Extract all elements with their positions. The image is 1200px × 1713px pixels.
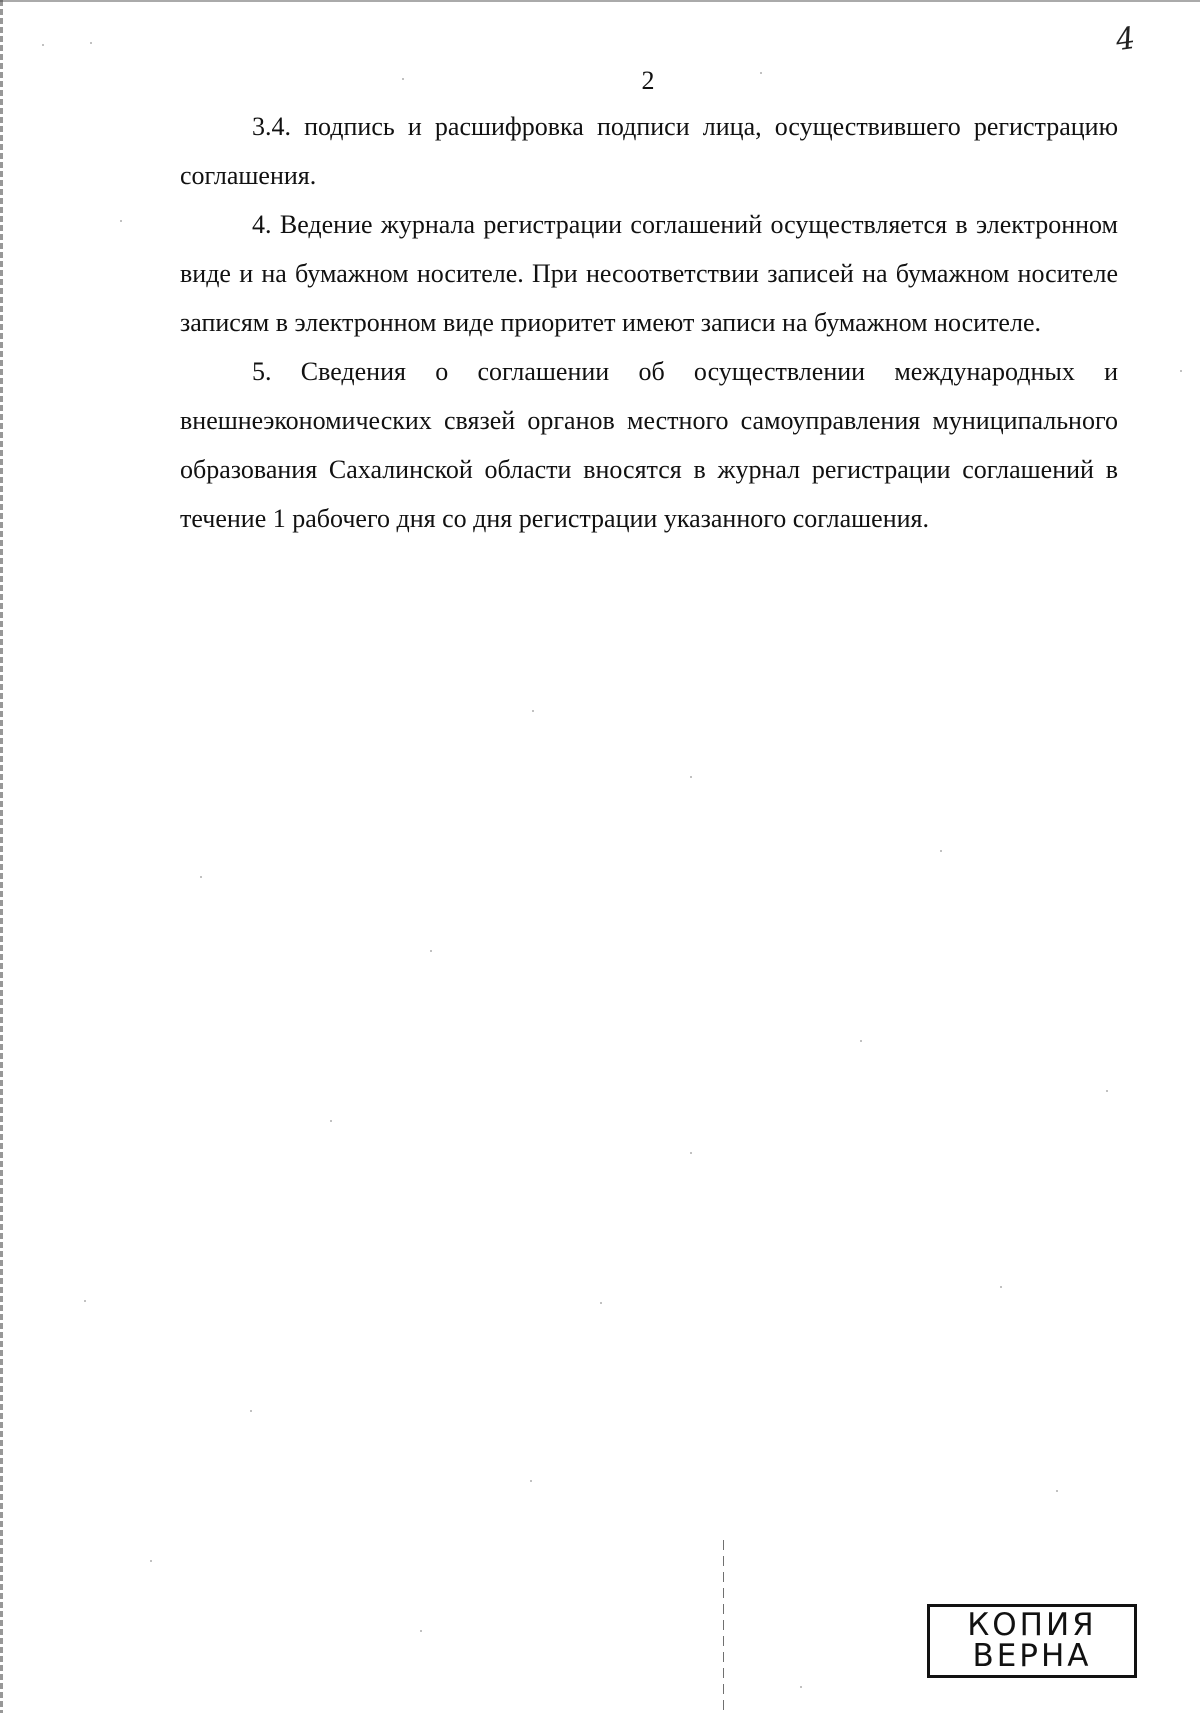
scan-left-edge <box>0 0 3 1713</box>
scan-speck <box>532 710 534 712</box>
paragraph-4: 4. Ведение журнала регистрации соглашений осуществляется в электронном виде и на бумажном носителе. При несоответствии записей на бумажном носителе записям в электронном виде приоритет имеют записи на бумажном носителе. <box>180 210 1118 337</box>
scan-speck <box>800 1686 802 1688</box>
scan-speck <box>402 78 404 80</box>
scan-speck <box>690 1152 692 1154</box>
scan-speck <box>860 1040 862 1042</box>
paragraph-3-4: 3.4. подпись и расшифровка подписи лица, осуществившего регистрацию соглашения. <box>180 112 1118 190</box>
paragraph-5: 5. Сведения о соглашении об осуществлении международных и внешнеэкономических связей органов местного самоуправления муниципального образования Сахалинской области вносятся в журнал регистрации соглашений в течение 1 рабочего дня со дня регистрации указанного соглашения. <box>180 357 1118 533</box>
scan-speck <box>90 42 92 44</box>
scan-top-edge <box>0 0 1200 2</box>
scan-speck <box>120 220 122 222</box>
scan-speck <box>430 950 432 952</box>
handwritten-sheet-number: 4 <box>1113 20 1138 59</box>
scan-speck <box>42 44 44 46</box>
scan-speck <box>530 1480 532 1482</box>
scan-speck <box>940 850 942 852</box>
scan-speck <box>84 1300 86 1302</box>
scan-speck <box>250 1410 252 1412</box>
scan-speck <box>690 776 692 778</box>
document-body <box>180 102 1118 543</box>
scan-speck <box>1180 370 1182 372</box>
scan-speck <box>200 876 202 878</box>
copy-certified-stamp <box>927 1604 1137 1678</box>
scan-speck <box>760 72 762 74</box>
stamp-line-1: КОПИЯ <box>967 1607 1097 1643</box>
scan-speck <box>1106 1090 1108 1092</box>
scan-speck <box>600 1302 602 1304</box>
page-number: 2 <box>641 66 655 95</box>
scan-speck <box>1000 1286 1002 1288</box>
scan-speck <box>150 1560 152 1562</box>
scan-speck <box>420 1630 422 1632</box>
scan-fold-line <box>723 1540 724 1713</box>
scan-speck <box>1056 1490 1058 1492</box>
scan-speck <box>330 1120 332 1122</box>
stamp-line-2: ВЕРНА <box>972 1638 1092 1674</box>
